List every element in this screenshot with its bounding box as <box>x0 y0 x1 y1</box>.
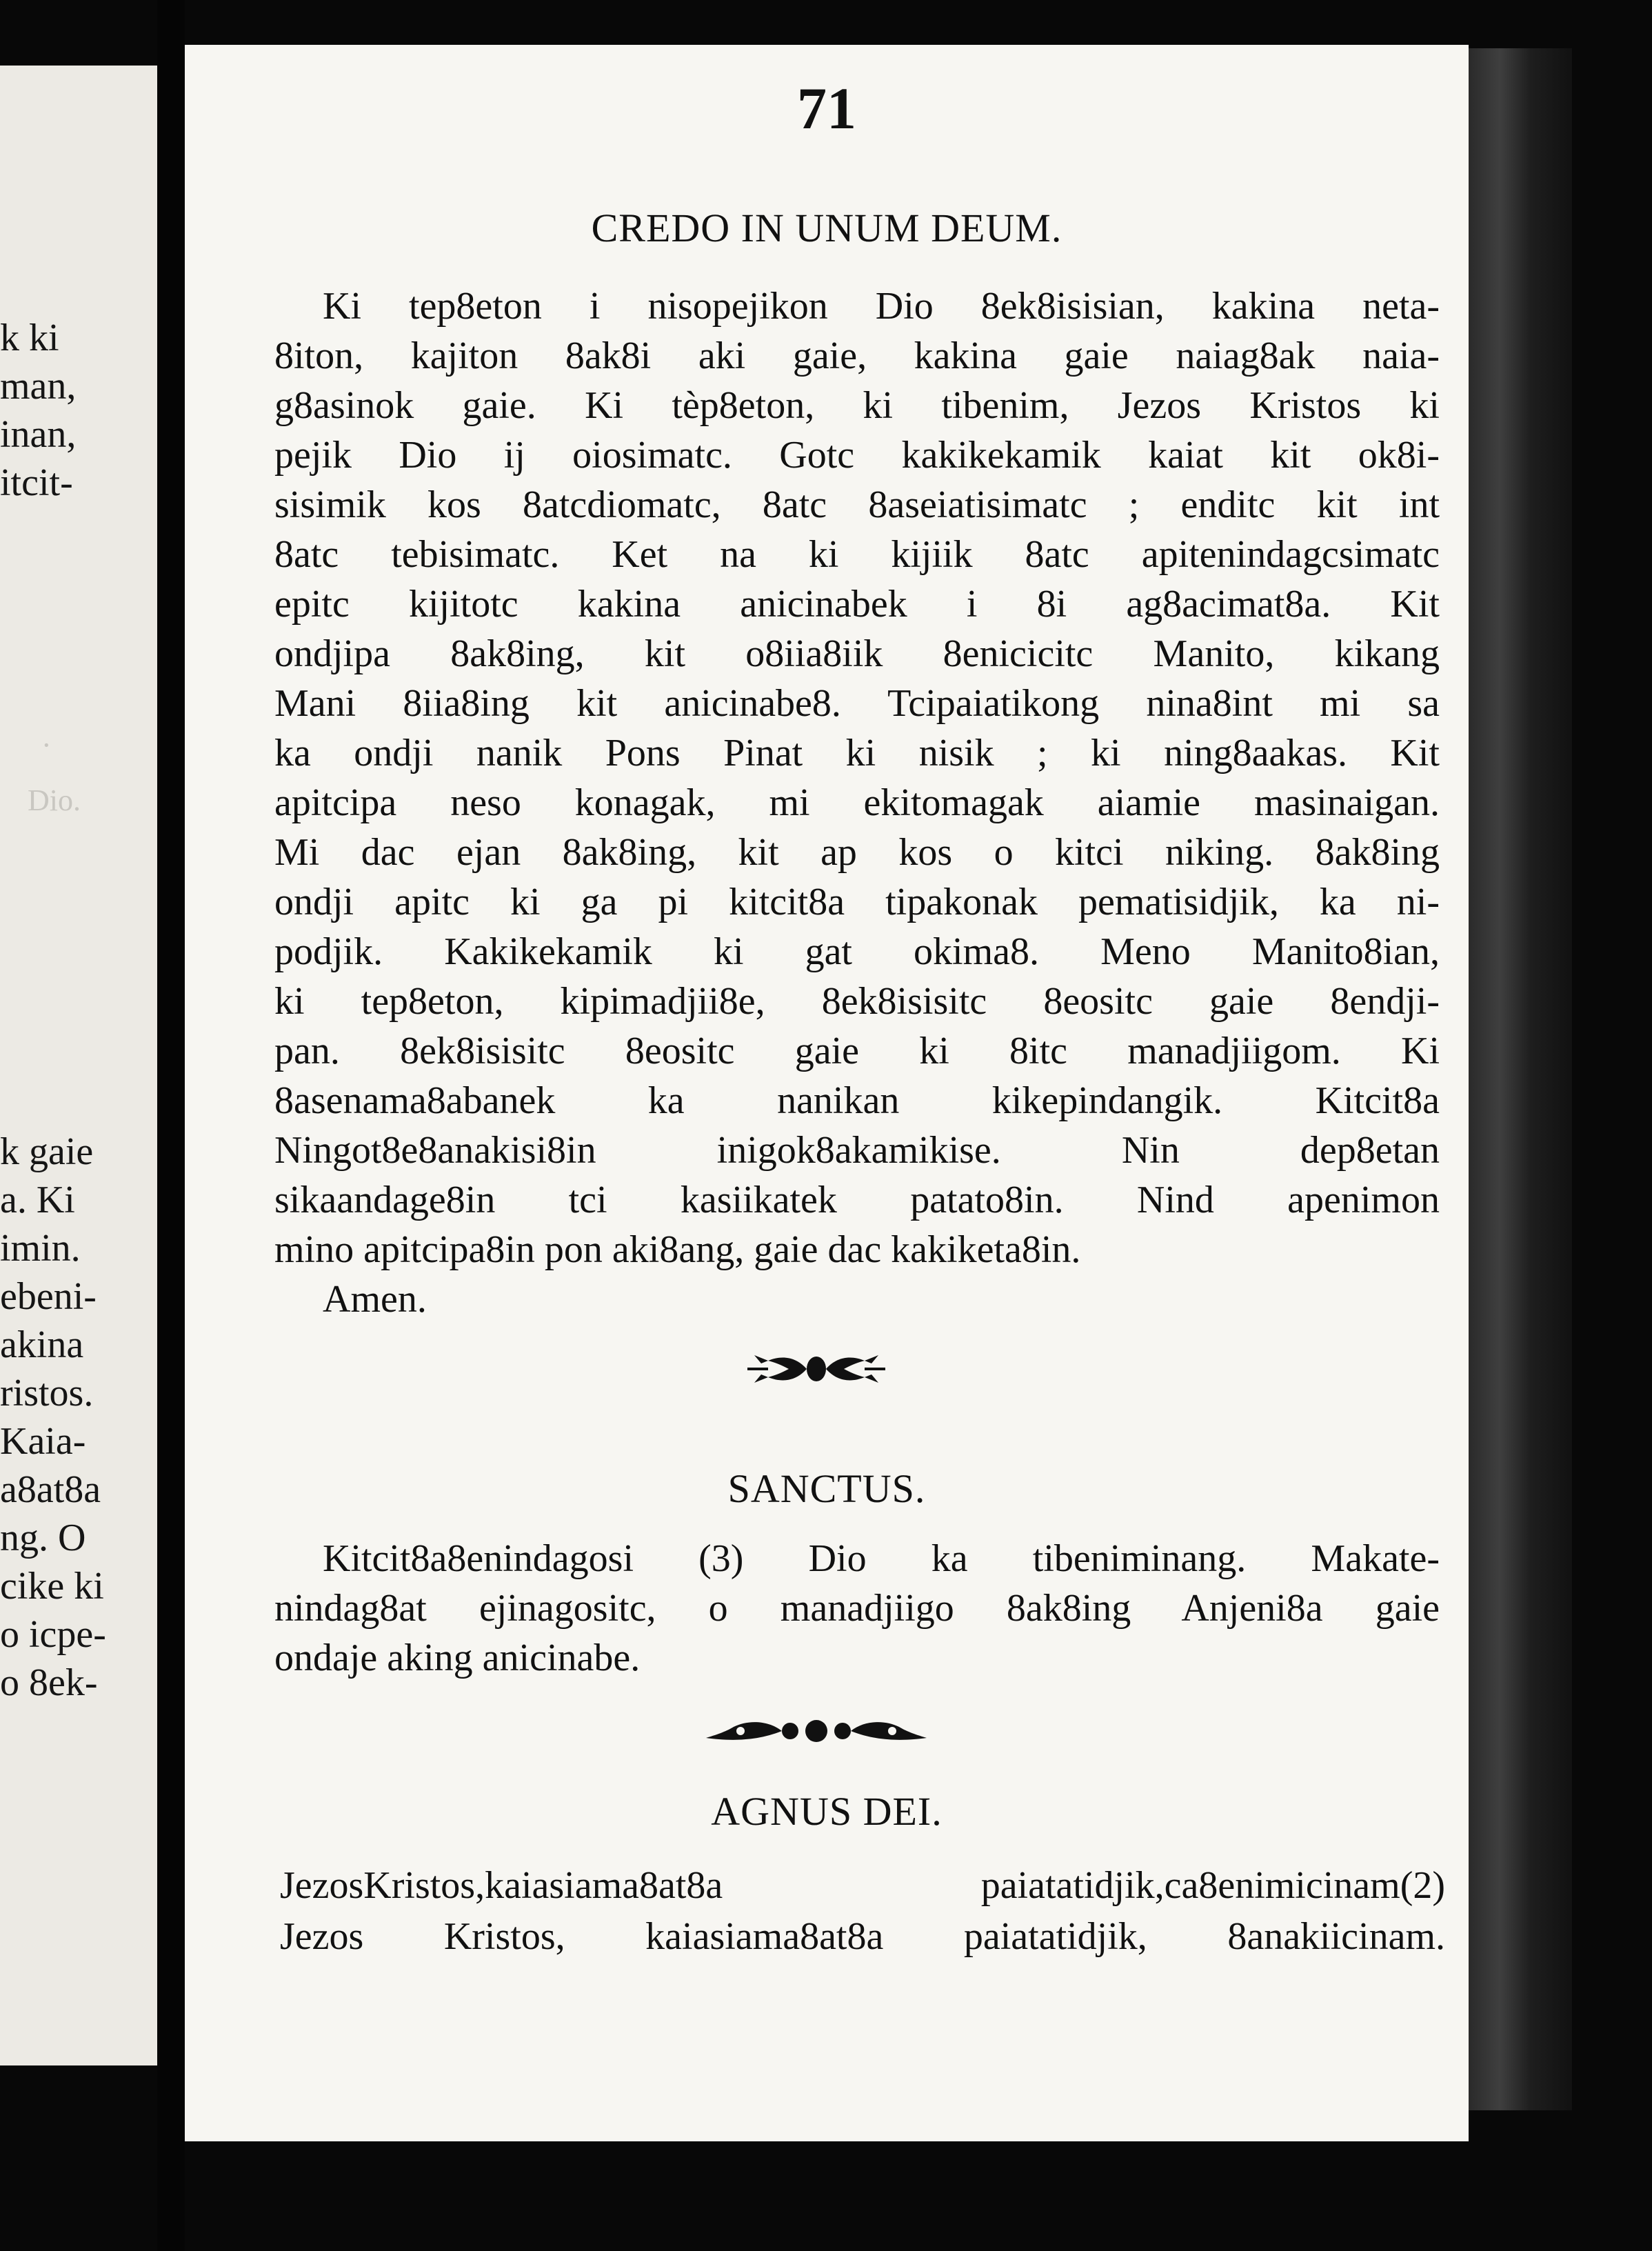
left-page-fragment: Kaia- <box>0 1420 86 1463</box>
credo-line: 8atc tebisimatc. Ket na ki kijiik 8atc apitenindagcsimatc <box>274 533 1440 576</box>
credo-line: g8asinok gaie. Ki tèp8eton, ki tibenim, Jezos Kristos ki <box>274 384 1440 427</box>
right-page <box>185 45 1469 2141</box>
credo-line: sisimik kos 8atcdiomatc, 8atc 8aseiatisimatc ; enditc kit int <box>274 483 1440 526</box>
left-page-fragment: k gaie <box>0 1130 94 1173</box>
left-page-fragment: o icpe- <box>0 1613 106 1656</box>
left-facing-page <box>0 66 157 2065</box>
left-page-fragment: k ki <box>0 317 59 359</box>
book-gutter <box>157 0 185 2251</box>
sanctus-line: nindag8at ejinagositc, o manadjiigo 8ak8ing Anjeni8a gaie <box>274 1587 1440 1630</box>
credo-line: apitcipa neso konagak, mi ekitomagak aiamie masinaigan. <box>274 781 1440 824</box>
credo-line: sikaandage8in tci kasiikatek patato8in. Nind apenimon <box>274 1179 1440 1221</box>
credo-line: ka ondji nanik Pons Pinat ki nisik ; ki ning8aakas. Kit <box>274 732 1440 774</box>
credo-line: epitc kijitotc kakina anicinabek i 8i ag8acimat8a. Kit <box>274 583 1440 626</box>
page-edge-shadow <box>1469 48 1572 2110</box>
left-page-fragment: man, <box>0 365 77 408</box>
credo-line: 8iton, kajiton 8ak8i aki gaie, kakina gaie naiag8ak naia- <box>274 334 1440 377</box>
left-page-fragment: a8at8a <box>0 1468 101 1511</box>
left-page-fragment: itcit- <box>0 461 73 504</box>
credo-amen: Amen. <box>323 1278 427 1321</box>
left-page-fragment: ebeni- <box>0 1275 97 1318</box>
agnus-line: Jezos Kristos, kaiasiama8at8a paiatatidjik, 8anakiicinam. <box>280 1915 1445 1958</box>
left-page-fragment: inan, <box>0 413 77 456</box>
credo-heading: CREDO IN UNUM DEUM. <box>591 206 1062 250</box>
credo-line: podjik. Kakikekamik ki gat okima8. Meno Manito8ian, <box>274 930 1440 973</box>
credo-line: ondjipa 8ak8ing, kit o8iia8iik 8enicicitc Manito, kikang <box>274 632 1440 675</box>
credo-line: Mi dac ejan 8ak8ing, kit ap kos o kitci niking. 8ak8ing <box>274 831 1440 874</box>
page-number: 71 <box>797 75 856 141</box>
sanctus-heading: SANCTUS. <box>727 1466 926 1511</box>
left-page-fragment: o 8ek- <box>0 1661 98 1704</box>
sanctus-line: Kitcit8a8enindagosi (3) Dio ka tibeniminang. Makate- <box>323 1537 1440 1580</box>
agnus-heading: AGNUS DEI. <box>711 1789 943 1834</box>
left-page-fragment: a. Ki <box>0 1179 75 1221</box>
credo-line: pejik Dio ij oiosimatc. Gotc kakikekamik kaiat kit ok8i- <box>274 434 1440 477</box>
agnus-line: JezosKristos,kaiasiama8at8a paiatatidjik,ca8enimicinam(2) <box>280 1864 1445 1907</box>
credo-line: mino apitcipa8in pon aki8ang, gaie dac kakiketa8in. <box>274 1228 1081 1271</box>
left-page-fragment: cike ki <box>0 1565 104 1608</box>
left-page-fragment: imin. <box>0 1227 81 1270</box>
credo-line: ki tep8eton, kipimadjii8e, 8ek8isisitc 8eositc gaie 8endji- <box>274 980 1440 1023</box>
left-page-fragment: ristos. <box>0 1372 94 1414</box>
scroll-ornament <box>699 1710 934 1752</box>
bleed-through-mark: · <box>41 728 52 762</box>
fleuron-ornament <box>741 1348 892 1390</box>
credo-line: Mani 8iia8ing kit anicinabe8. Tcipaiatikong nina8int mi sa <box>274 682 1440 725</box>
credo-line: Ki tep8eton i nisopejikon Dio 8ek8isisian, kakina neta- <box>323 285 1440 328</box>
sanctus-line: ondaje aking anicinabe. <box>274 1637 641 1679</box>
bleed-through-text: Dio. <box>28 783 81 817</box>
credo-line: Ningot8e8anakisi8in inigok8akamikise. Nin dep8etan <box>274 1129 1440 1172</box>
left-page-fragment: akina <box>0 1323 84 1366</box>
credo-line: ondji apitc ki ga pi kitcit8a tipakonak pematisidjik, ka ni- <box>274 881 1440 923</box>
credo-line: pan. 8ek8isisitc 8eositc gaie ki 8itc manadjiigom. Ki <box>274 1030 1440 1072</box>
credo-line: 8asenama8abanek ka nanikan kikepindangik. Kitcit8a <box>274 1079 1440 1122</box>
left-page-fragment: ng. O <box>0 1517 86 1559</box>
